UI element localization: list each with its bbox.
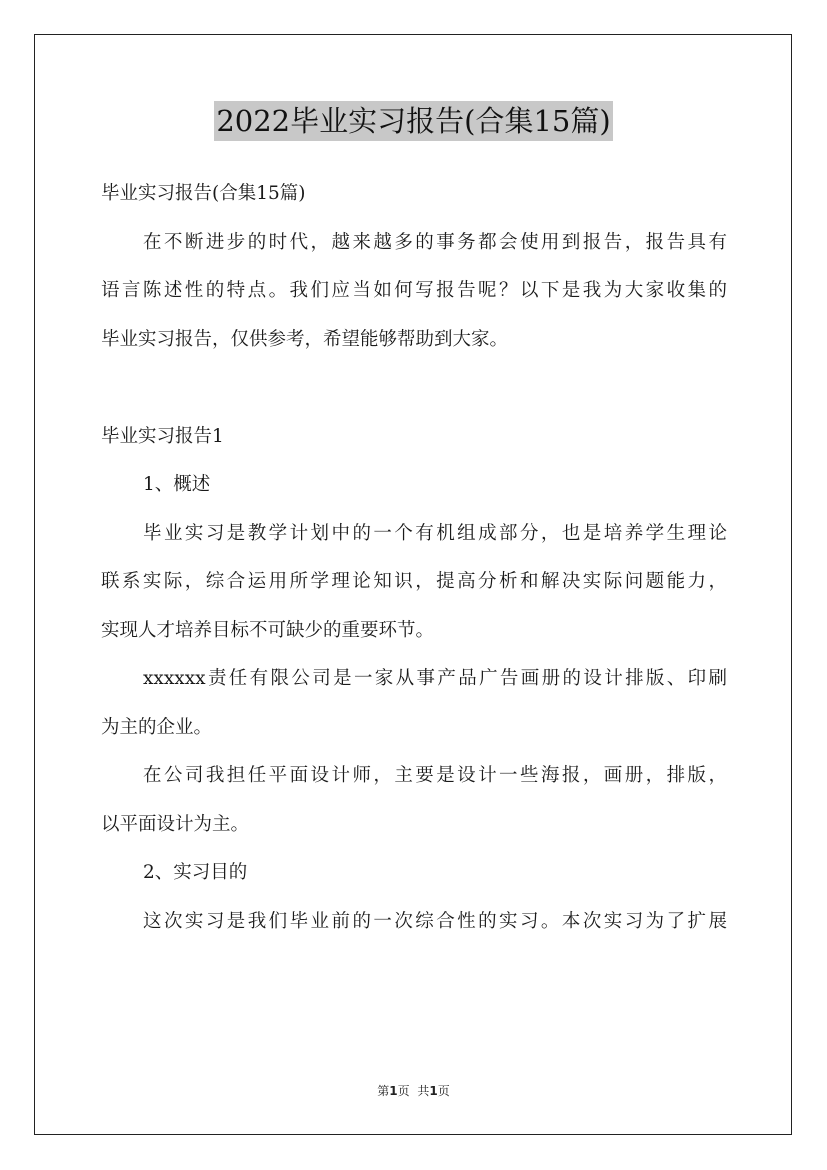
text-line: 1、概述 — [143, 474, 211, 495]
document-title: 2022毕业实习报告(合集15篇) — [214, 101, 612, 141]
text-line: 在公司我担任平面设计师，主要是设计一些海报，画册，排版， — [143, 765, 727, 786]
page-label-prefix: 第 — [377, 1084, 390, 1098]
text-line: 毕业实习报告1 — [101, 425, 224, 447]
page-current: 1 — [389, 1084, 398, 1098]
text-line: 毕业实习是教学计划中的一个有机组成部分，也是培养学生理论 — [143, 522, 727, 544]
text-line: 联系实际，综合运用所学理论知识，提高分析和解决实际问题能力， — [101, 571, 727, 592]
text-line: 在不断进步的时代，越来越多的事务都会使用到报告，报告具有 — [143, 231, 727, 253]
text-line: 为主的企业。 — [101, 716, 213, 738]
text-line: 以平面设计为主。 — [101, 813, 250, 835]
document-body — [101, 174, 727, 950]
total-label-suffix: 页 — [437, 1084, 450, 1098]
blank-line — [101, 368, 727, 417]
text-line: 毕业实习报告，仅供参考，希望能够帮助到大家。 — [101, 328, 509, 350]
text-line: 2、实习目的 — [143, 862, 248, 883]
text-line: 毕业实习报告(合集15篇) — [101, 183, 306, 204]
text-line: 语言陈述性的特点。我们应当如何写报告呢？以下是我为大家收集的 — [101, 280, 727, 301]
text-line: 实现人才培养目标不可缺少的重要环节。 — [101, 619, 435, 641]
title-container — [0, 101, 827, 141]
page-footer — [0, 1082, 827, 1099]
page-total: 1 — [429, 1084, 438, 1098]
text-line: xxxxxx责任有限公司是一家从事产品广告画册的设计排版、印刷 — [143, 668, 727, 689]
total-label-prefix: 共 — [417, 1084, 430, 1098]
page-label-suffix: 页 — [397, 1084, 410, 1098]
text-line: 这次实习是我们毕业前的一次综合性的实习。本次实习为了扩展 — [143, 910, 727, 932]
